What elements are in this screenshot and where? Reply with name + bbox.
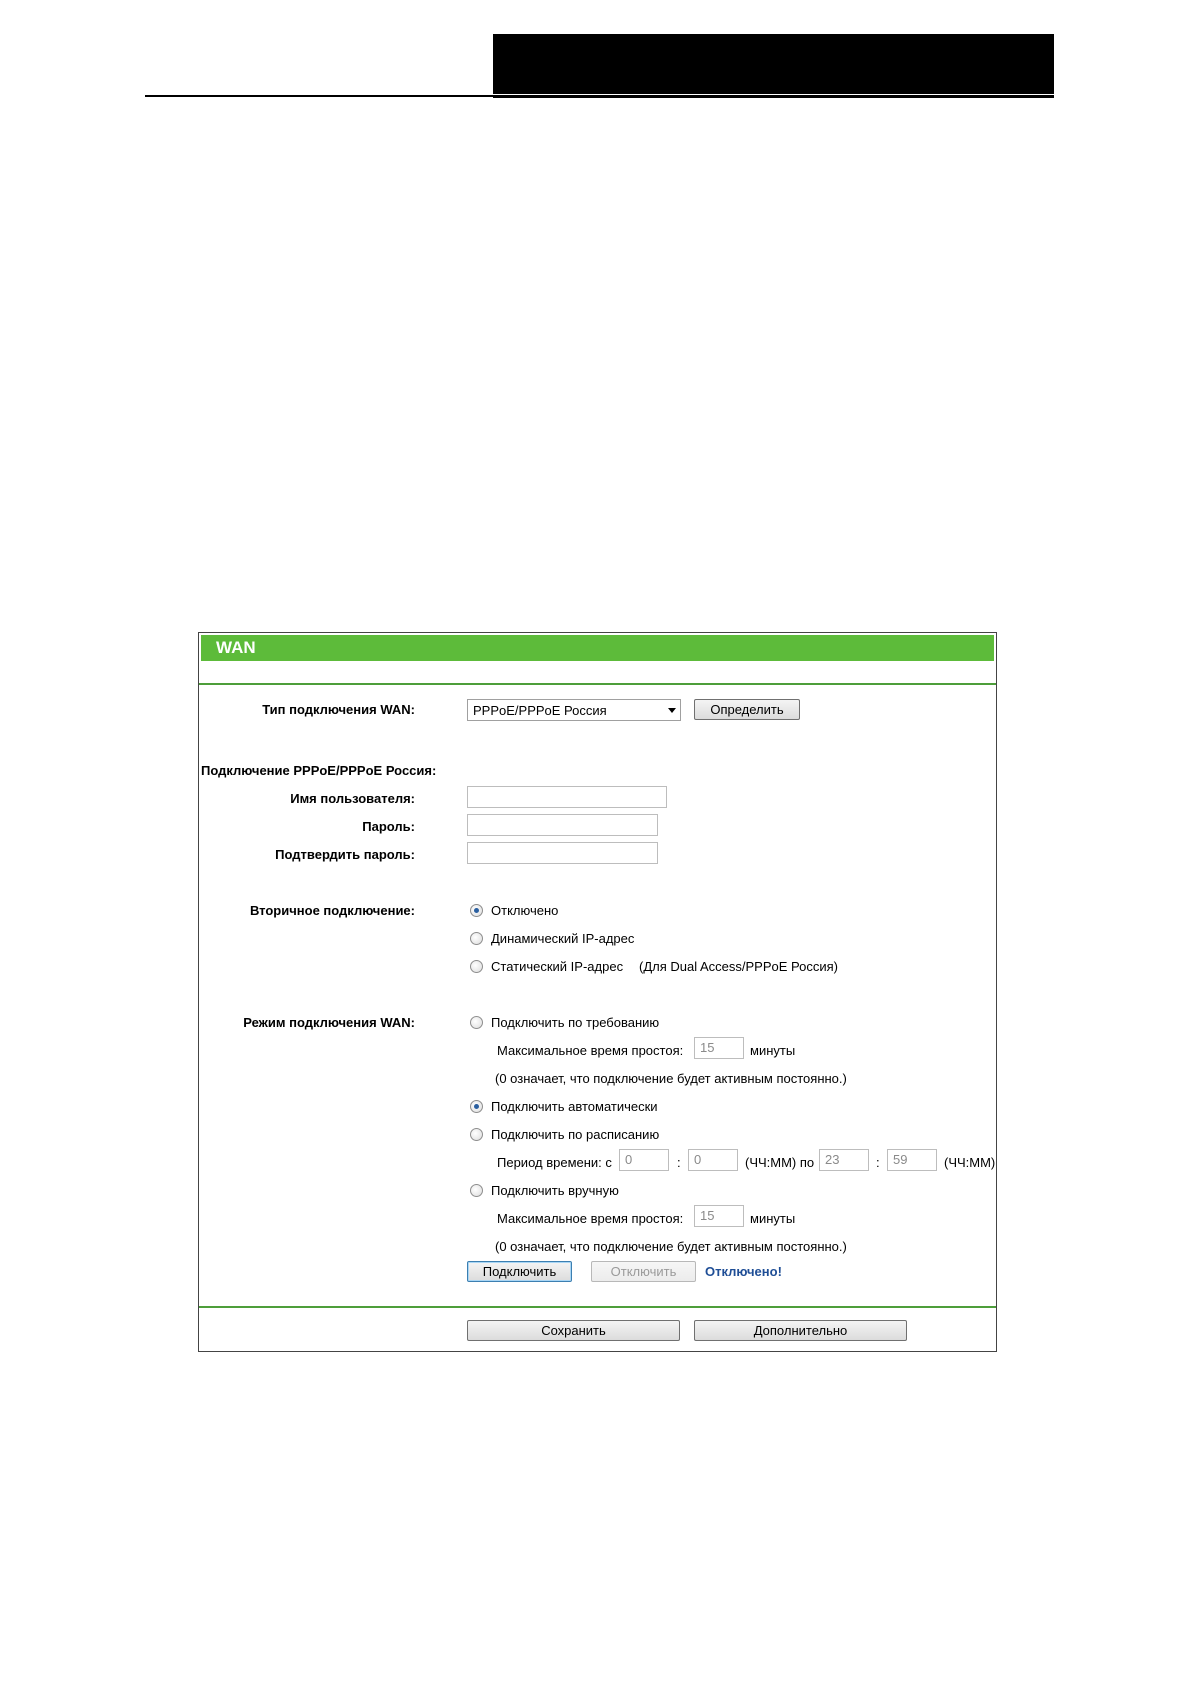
period-from-colon: :	[677, 1155, 681, 1170]
connection-status: Отключено!	[705, 1264, 782, 1279]
max-idle-input-1[interactable]: 15	[694, 1037, 744, 1059]
mode-manual-radio[interactable]	[470, 1184, 483, 1197]
connect-button[interactable]: Подключить	[467, 1261, 572, 1282]
period-to-colon: :	[876, 1155, 880, 1170]
secondary-static-ip-radio[interactable]	[470, 960, 483, 973]
mode-on-demand-radio[interactable]	[470, 1016, 483, 1029]
panel-title-bar	[201, 635, 994, 661]
secondary-dynamic-ip-label: Динамический IP-адрес	[491, 931, 635, 946]
wan-type-label: Тип подключения WAN:	[262, 702, 415, 717]
idle-note-2: (0 означает, что подключение будет активным постоянно.)	[495, 1239, 847, 1254]
page-header-block	[493, 34, 1054, 94]
confirm-password-label: Подтвердить пароль:	[275, 847, 415, 862]
minutes-label-2: минуты	[750, 1211, 796, 1226]
confirm-password-input[interactable]	[467, 842, 658, 864]
secondary-static-ip-note: (Для Dual Access/PPPoE Россия)	[639, 959, 838, 974]
bottom-separator	[199, 1306, 996, 1308]
period-to-hour-input[interactable]: 23	[819, 1149, 869, 1171]
time-period-label: Период времени: с	[497, 1155, 612, 1170]
max-idle-input-2[interactable]: 15	[694, 1205, 744, 1227]
idle-note-1: (0 означает, что подключение будет активным постоянно.)	[495, 1071, 847, 1086]
period-to-minute-input[interactable]: 59	[887, 1149, 937, 1171]
top-separator	[199, 683, 996, 685]
mode-on-demand-label: Подключить по требованию	[491, 1015, 660, 1030]
username-input[interactable]	[467, 786, 667, 808]
secondary-disabled-radio[interactable]	[470, 904, 483, 917]
period-from-minute-input[interactable]: 0	[688, 1149, 738, 1171]
secondary-disabled-label: Отключено	[491, 903, 559, 918]
username-label: Имя пользователя:	[290, 791, 415, 806]
mode-manual-label: Подключить вручную	[491, 1183, 619, 1198]
advanced-button[interactable]: Дополнительно	[694, 1320, 907, 1341]
period-hhmm-to-label: (ЧЧ:ММ) по	[745, 1155, 815, 1170]
mode-schedule-label: Подключить по расписанию	[491, 1127, 660, 1142]
pppoe-section-heading: Подключение PPPoE/PPPoE Россия:	[201, 763, 437, 778]
period-hhmm-label: (ЧЧ:ММ)	[944, 1155, 996, 1170]
minutes-label-1: минуты	[750, 1043, 796, 1058]
chevron-down-icon	[668, 708, 676, 713]
password-input[interactable]	[467, 814, 658, 836]
page-header-rule-secondary	[493, 97, 1054, 98]
mode-auto-radio[interactable]	[470, 1100, 483, 1113]
secondary-static-ip-label: Статический IP-адрес	[491, 959, 624, 974]
mode-schedule-radio[interactable]	[470, 1128, 483, 1141]
secondary-connection-label: Вторичное подключение:	[249, 903, 415, 918]
detect-button[interactable]: Определить	[694, 699, 800, 720]
secondary-dynamic-ip-radio[interactable]	[470, 932, 483, 945]
wan-type-select-value: PPPoE/PPPoE Россия	[473, 703, 607, 718]
period-from-hour-input[interactable]: 0	[619, 1149, 669, 1171]
mode-auto-label: Подключить автоматически	[491, 1099, 658, 1114]
save-button[interactable]: Сохранить	[467, 1320, 680, 1341]
wan-mode-label: Режим подключения WAN:	[243, 1015, 415, 1030]
disconnect-button[interactable]: Отключить	[591, 1261, 696, 1282]
wan-settings-panel	[198, 632, 997, 1352]
wan-type-select[interactable]	[467, 699, 681, 721]
panel-title: WAN	[216, 638, 256, 657]
max-idle-label-2: Максимальное время простоя:	[497, 1211, 684, 1226]
password-label: Пароль:	[362, 819, 415, 834]
max-idle-label-1: Максимальное время простоя:	[497, 1043, 684, 1058]
